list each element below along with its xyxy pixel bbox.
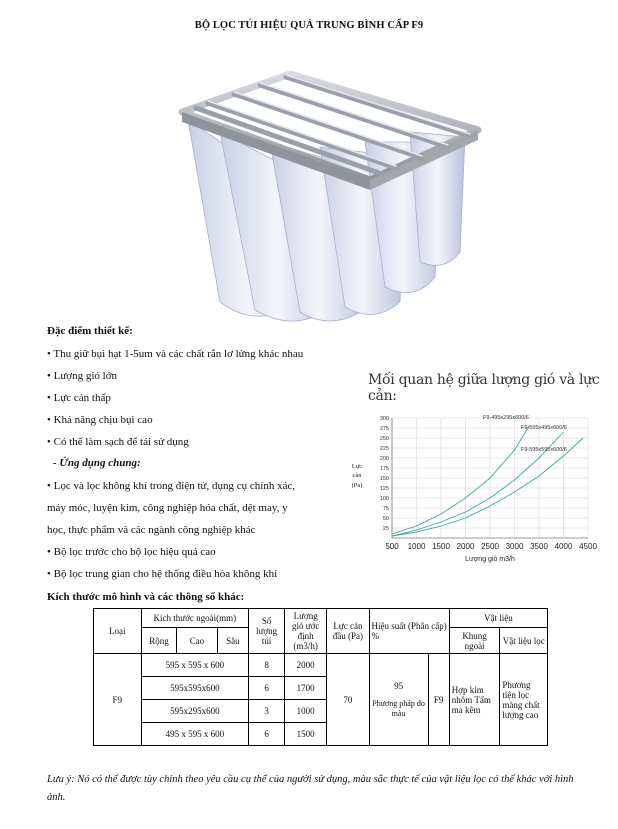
cell-bags: 6 [249,677,285,700]
x-tick-label: 2500 [481,542,499,551]
cell-airflow: 1000 [285,700,327,723]
y-tick-label: 275 [379,426,389,432]
header-resistance: Lực cản đầu (Pa) [327,609,369,654]
x-tick-label: 4500 [579,542,597,551]
header-airflow: Lượng gió ước định (m3/h) [285,609,327,654]
header-height: Cao [177,628,217,654]
cell-airflow: 1500 [285,723,327,746]
page-title: BỘ LỌC TÚI HIỆU QUẢ TRUNG BÌNH CẤP F9 [194,20,424,31]
header-width: Rộng [141,628,177,654]
header-efficiency: Hiệu suất (Phân cấp) % [369,609,449,654]
cell-airflow: 2000 [285,654,327,677]
y-axis-label: cản [352,472,362,479]
design-bullet: • Lực cản thấp [47,392,111,404]
y-tick-label: 100 [379,496,389,502]
usage-heading: - Ứng dụng chung: [53,457,141,469]
cell-airflow: 1700 [285,677,327,700]
chart-plot [340,370,610,585]
y-tick-label: 125 [379,486,389,492]
usage-line: • Lọc và lọc không khí trong điện tử, dụng cụ chính xác, [47,480,296,492]
series-label: F9-595x495x600/6 [521,425,567,431]
y-tick-label: 50 [382,516,389,522]
cell-grade: F9 [428,654,449,746]
cell-bags: 6 [249,723,285,746]
efficiency-method: Phương pháp đo màu [372,698,425,718]
x-tick-label: 1500 [432,542,450,551]
usage-line: • Bộ lọc trung gian cho hệ thống điều hòa không khí [47,568,278,580]
y-tick-label: 250 [379,436,389,442]
cell-resistance: 70 [327,654,369,746]
series-label: F9-595x595x600/6 [521,447,567,453]
cell-size: 595x295x600 [141,700,249,723]
header-depth: Sâu [217,628,249,654]
series-label: F9-495x295x600/6 [483,415,529,421]
x-tick-label: 3000 [505,542,524,551]
y-tick-label: 225 [379,446,389,452]
x-tick-label: 1000 [407,542,426,551]
header-material: Vật liệu [449,609,547,628]
cell-type: F9 [94,654,142,746]
cell-bags: 8 [249,654,285,677]
header-bags: Số lượng túi [249,609,285,654]
airflow-resistance-chart [340,370,610,585]
cell-frame: Hợp kim nhôm Tấm ma kẽm [449,654,500,746]
cell-size: 595 x 595 x 600 [141,654,249,677]
cell-size: 495 x 595 x 600 [141,723,249,746]
cell-bags: 3 [249,700,285,723]
x-tick-label: 3500 [530,542,548,551]
cell-media: Phương tiện lọc màng chất lượng cao [500,654,548,746]
x-axis-label: Lượng gió m3/h [465,556,515,563]
y-axis-label: Lực [351,463,363,470]
header-media: Vật liệu lọc [500,628,548,654]
chart-title: Mối quan hệ giữa lượng gió và lực cản: [368,372,600,404]
note-text: Lưu ý: Nó có thể được tùy chỉnh theo yêu cầu cụ thể của người sử dụng, màu sắc thực tế của vật liệu lọc có thể khác với hình ảnh. [47,774,574,803]
bag-filter-image [160,62,490,332]
y-tick-label: 175 [379,466,389,472]
design-bullet: • Thu giữ bụi hạt 1-5um và các chất rắn lơ lửng khác nhau [47,348,304,360]
cell-efficiency [369,654,428,746]
spec-table [93,608,548,746]
header-frame: Khung ngoài [449,628,500,654]
design-bullet: • Khả năng chịu bụi cao [47,414,153,426]
y-tick-label: 150 [379,476,389,482]
y-tick-label: 300 [379,416,389,422]
x-tick-label: 2000 [456,542,475,551]
x-tick-label: 4000 [554,542,573,551]
y-tick-label: 75 [382,506,389,512]
design-bullet: • Có thể làm sạch để tái sử dụng [47,436,189,448]
design-heading: Đặc điểm thiết kế: [47,325,133,337]
x-tick-label: 500 [385,542,399,551]
header-outer-size: Kích thước ngoài(mm) [141,609,249,628]
usage-line: học, thực phẩm và các ngành công nghiệp khác [47,524,256,536]
usage-line: • Bộ lọc trước cho bộ lọc hiệu quả cao [47,546,216,558]
y-tick-label: 25 [382,526,389,532]
efficiency-value: 95 [394,680,404,691]
design-bullet: • Lượng gió lớn [47,370,118,382]
usage-line: máy móc, luyện kim, công nghiệp hóa chất, dệt may, y [47,502,288,514]
y-tick-label: 200 [379,456,389,462]
spec-heading: Kích thước mô hình và các thông số khác: [47,591,245,603]
y-axis-label: (Pa) [351,482,363,489]
header-type: Loại [94,609,142,654]
cell-size: 595x595x600 [141,677,249,700]
